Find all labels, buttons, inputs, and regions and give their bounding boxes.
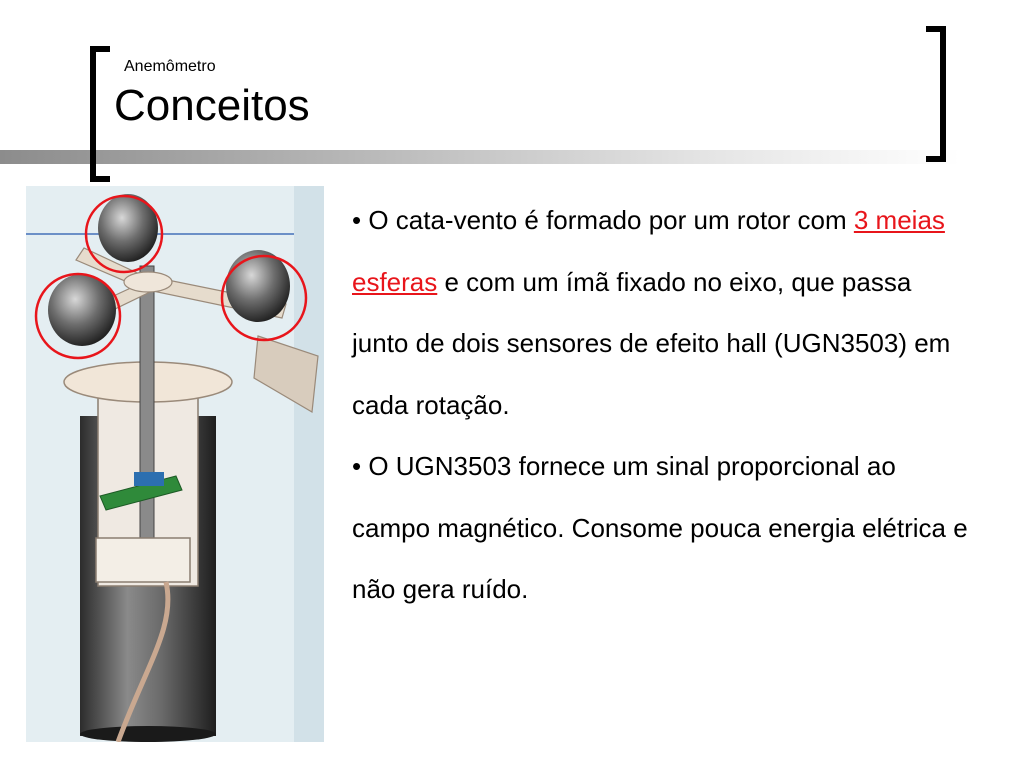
bullet-1 [352, 190, 972, 436]
bullet-1-highlight: 3 meias esferas [352, 205, 945, 297]
right-bracket-decoration [926, 26, 946, 162]
bullet-1-text-before: • O cata-vento é formado por um rotor com [352, 205, 854, 235]
anemometer-drawing [26, 186, 324, 742]
anemometer-illustration [26, 186, 324, 742]
left-bracket-decoration [90, 46, 110, 182]
slide-title: Conceitos [114, 81, 310, 130]
slide-body [352, 190, 972, 621]
title-rule-bar [0, 150, 960, 164]
slide-subtitle: Anemômetro [124, 58, 216, 75]
bullet-2: • O UGN3503 fornece um sinal proporcional ao campo magnético. Consome pouca energia elétrica e não gera ruído. [352, 451, 968, 604]
bullet-1-text-after: e com um ímã fixado no eixo, que passa junto de dois sensores de efeito hall (UGN3503) em cada rotação. [352, 266, 951, 420]
